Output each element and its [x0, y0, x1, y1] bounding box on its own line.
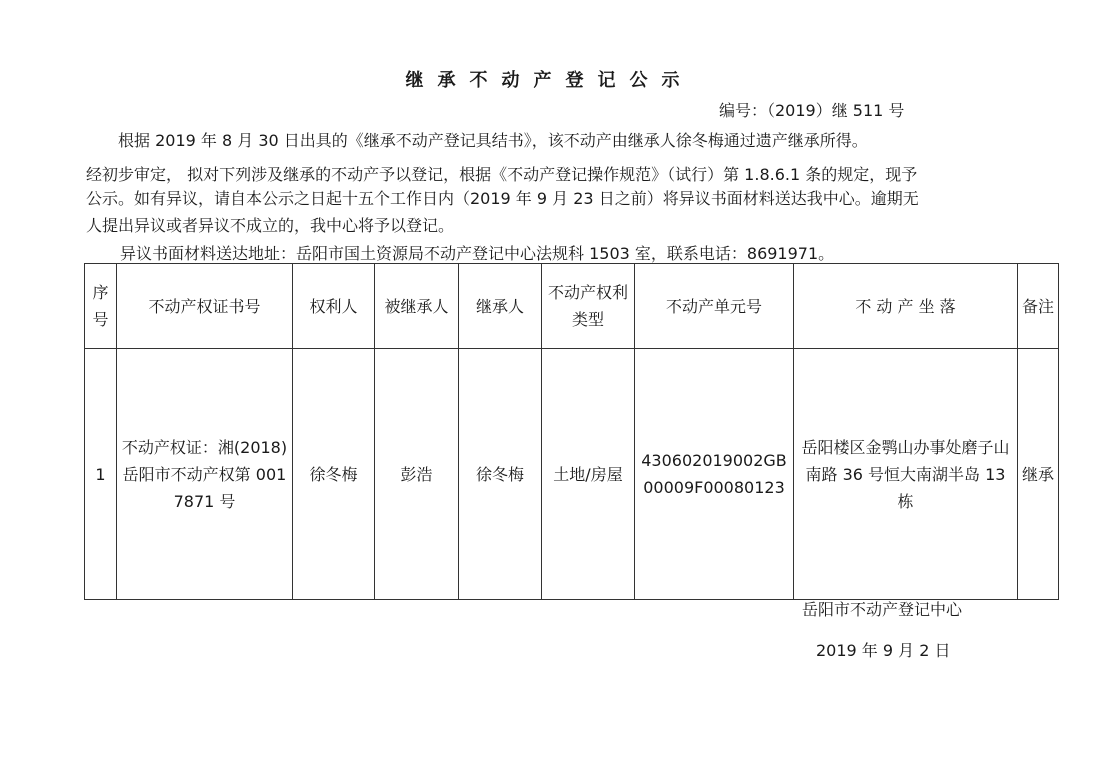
paragraph-line-3: 公示。如有异议，请自本公示之日起十五个工作日内（2019 年 9 月 23 日之前）将异议书面材料送达我中心。逾期无	[86, 189, 919, 208]
document-number: 编号：（2019）继 511 号	[719, 101, 905, 120]
cell-remark: 继承	[1018, 349, 1059, 600]
header-heir: 继承人	[459, 264, 542, 349]
cell-certificate-no: 不动产权证：湘(2018)岳阳市不动产权第 0017871 号	[117, 349, 293, 600]
header-seq: 序号	[85, 264, 117, 349]
table-row	[85, 349, 1059, 600]
cell-heir: 徐冬梅	[459, 349, 542, 600]
table-header-row	[85, 264, 1059, 349]
header-certificate-no: 不动产权证书号	[117, 264, 293, 349]
header-remark: 备注	[1018, 264, 1059, 349]
registration-table	[84, 263, 1059, 600]
signature-date: 2019 年 9 月 2 日	[816, 641, 951, 660]
header-unit-no: 不动产单元号	[635, 264, 794, 349]
paragraph-line-2: 经初步审定， 拟对下列涉及继承的不动产予以登记，根据《不动产登记操作规范》（试行）第 1.8.6.1 条的规定，现予	[86, 165, 918, 184]
header-right-holder: 权利人	[293, 264, 375, 349]
paragraph-line-1: 根据 2019 年 8 月 30 日出具的《继承不动产登记具结书》，该不动产由继承人徐冬梅通过遗产继承所得。	[118, 131, 868, 150]
header-decedent: 被继承人	[375, 264, 459, 349]
header-right-type: 不动产权利类型	[542, 264, 635, 349]
paragraph-line-5: 异议书面材料送达地址：岳阳市国土资源局不动产登记中心法规科 1503 室，联系电话：8691971。	[120, 244, 835, 263]
header-location: 不 动 产 坐 落	[794, 264, 1018, 349]
cell-right-holder: 徐冬梅	[293, 349, 375, 600]
cell-location: 岳阳楼区金鹗山办事处磨子山南路 36 号恒大南湖半岛 13 栋	[794, 349, 1018, 600]
cell-right-type: 土地/房屋	[542, 349, 635, 600]
cell-unit-no: 430602019002GB00009F00080123	[635, 349, 794, 600]
cell-seq: 1	[85, 349, 117, 600]
paragraph-line-4: 人提出异议或者异议不成立的，我中心将予以登记。	[86, 216, 455, 235]
signature-organization: 岳阳市不动产登记中心	[802, 600, 963, 619]
notice-title: 继承不动产登记公示	[405, 70, 694, 91]
cell-decedent: 彭浩	[375, 349, 459, 600]
